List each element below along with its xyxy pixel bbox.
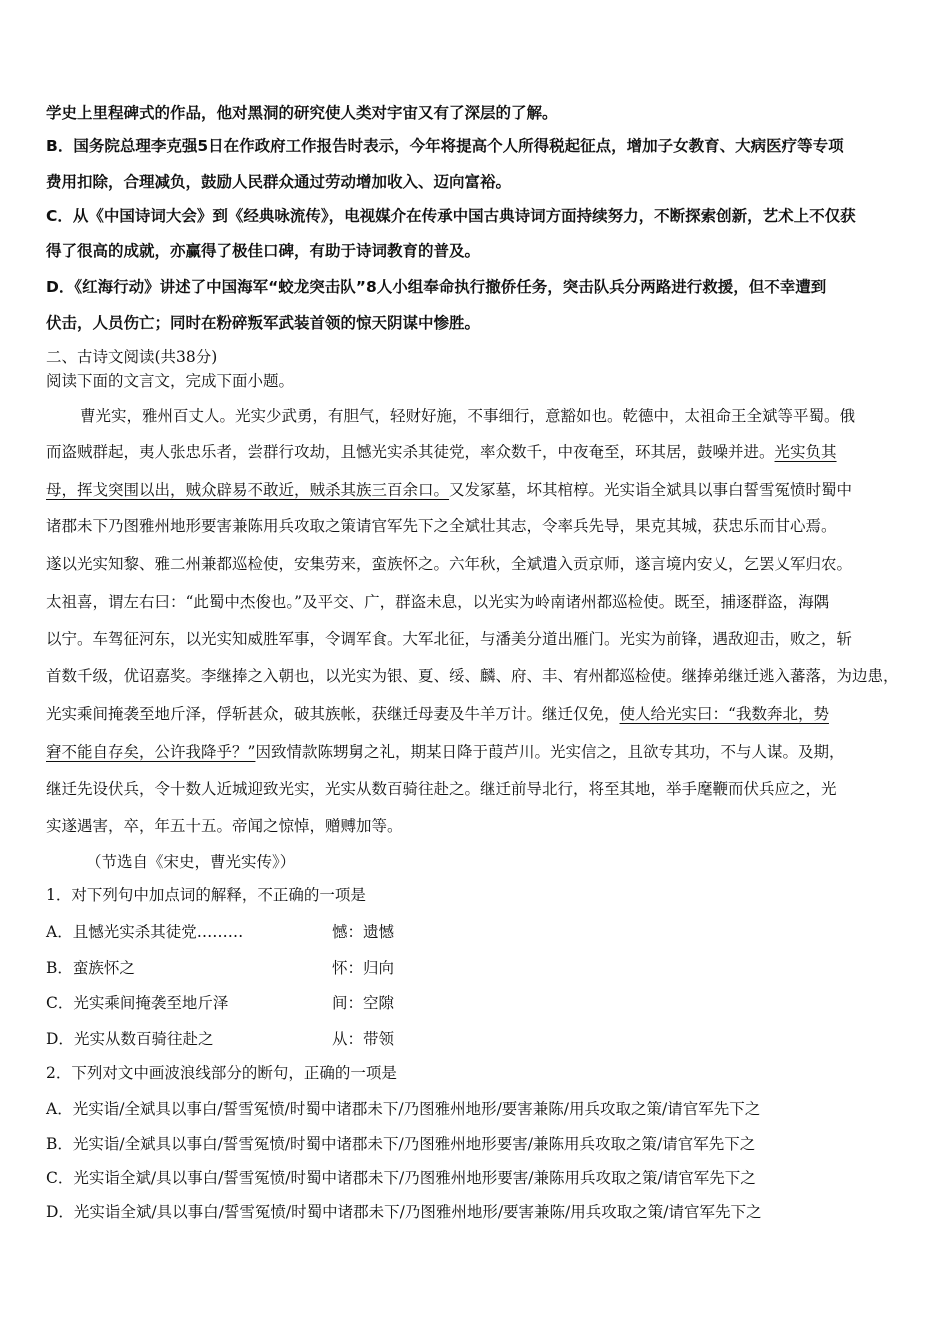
section-heading: 二、古诗文阅读(共38分): [46, 348, 218, 366]
option-gloss: 从：带领: [332, 1030, 395, 1048]
q1-option-b: [46, 956, 906, 978]
underlined-text: 窘不能自存矣，公许我降乎？”: [46, 743, 256, 761]
option-d-line1: D．《红海行动》讲述了中国海军“蛟龙突击队”8人小组奉命执行撤侨任务，突击队兵分两路进行救援，但不幸遭到: [46, 278, 827, 296]
option-a-continuation: 学史上里程碑式的作品，他对黑洞的研究使人类对宇宙又有了深层的了解。: [46, 104, 558, 122]
option-sentence: 光实从数百骑往赴之: [73, 1030, 214, 1048]
passage-line: 诸郡未下乃图雅州地形要害兼陈用兵攻取之策请官军先下之全斌壮其志，令率兵先导，果克其城，获忠乐而甘心焉。: [46, 517, 837, 535]
section-instruction: 阅读下面的文言文，完成下面小题。: [46, 372, 295, 390]
option-b-line1: B．国务院总理李克强5日在作政府工作报告时表示，今年将提高个人所得税起征点，增加子女教育、大病医疗等专项: [46, 137, 844, 155]
option-gloss: 怀：归向: [332, 959, 395, 977]
passage-line: 继迁先设伏兵，令十数人近城迎致光实，光实从数百骑往赴之。继迁前导北行，将至其地，举手麾鞭而伏兵应之，光: [46, 780, 837, 798]
option-sentence: 且憾光实杀其徒党: [72, 923, 197, 941]
passage-line: 太祖喜，谓左右曰：“此蜀中杰俊也。”及平交、广，群盗未息，以光实为岭南诸州都巡检使。既至，捕逐群盗，海隅: [46, 593, 830, 611]
passage-line: 以宁。车驾征河东，以光实知威胜军事，令调军食。大军北征，与潘美分道出雁门。光实为前锋，遇敌迎击，败之，斩: [46, 630, 853, 648]
option-label: B．: [46, 959, 73, 977]
option-label: C．: [46, 994, 74, 1012]
option-label: A．: [46, 923, 73, 941]
q2-option-c: C．光实诣全斌/具以事白/誓雪冤愤/时蜀中诸郡未下/乃图雅州地形要害/兼陈用兵攻取之策/请官军先下之: [46, 1169, 756, 1187]
q1-option-d: [46, 1027, 906, 1049]
passage-text: 因致情款陈甥舅之礼，期某日降于葭芦川。光实信之，且欲专其功，不与人谋。及期，: [255, 743, 845, 761]
passage-line: [46, 703, 829, 725]
question-1-stem: 1．对下列句中加点词的解释，不正确的一项是: [46, 886, 366, 904]
option-d-line2: 伏击，人员伤亡；同时在粉碎叛军武装首领的惊天阴谋中惨胜。: [46, 314, 481, 332]
passage-line: 首数千级，优诏嘉奖。李继捧之入朝也，以光实为银、夏、绥、麟、府、丰、宥州都巡检使。继捧弟继迁逃入蕃落，为边患，: [46, 667, 899, 685]
passage-line: 遂以光实知黎、雅二州兼都巡检使，安集劳来，蛮族怀之。六年秋，全斌遣入贡京师，遂言境内安乂，乞罢乂军归农。: [46, 555, 853, 573]
q2-option-d: D．光实诣全斌/具以事白/誓雪冤愤/时蜀中诸郡未下/乃图雅州地形/要害兼陈/用兵攻取之策/请官军先下之: [46, 1203, 762, 1221]
q1-option-a: [46, 920, 906, 942]
question-2-stem: 2．下列对文中画波浪线部分的断句，正确的一项是: [46, 1064, 397, 1082]
underlined-text: 母，挥戈突围以出，贼众辟易不敢近，贼杀其族三百余口。: [46, 481, 450, 499]
passage-line: [46, 741, 844, 763]
option-b-line2: 费用扣除，合理减负，鼓励人民群众通过劳动增加收入、迈向富裕。: [46, 173, 512, 191]
passage-line: 实遂遇害，卒，年五十五。帝闻之惊悼，赠赙加等。: [46, 817, 403, 835]
passage-text: 而盗贼群起，夷人张忠乐者，尝群行攻劫，且憾光实杀其徒党，率众数千，中夜奄至，环其居，鼓噪并进。: [46, 443, 775, 461]
q1-option-c: [46, 991, 906, 1013]
option-sentence: 光实乘间掩袭至地斤泽: [73, 994, 229, 1012]
underlined-text: 光实负其: [774, 443, 837, 461]
option-gloss: 间：空隙: [332, 994, 395, 1012]
passage-text: 又发冢墓，坏其棺椁。光实诣全斌具以事白誓雪冤愤时蜀中: [449, 481, 853, 499]
option-c-line2: 得了很高的成就，亦赢得了极佳口碑，有助于诗词教育的普及。: [46, 242, 481, 260]
option-sentence: 蛮族怀之: [72, 959, 135, 977]
passage-source: （节选自《宋史，曹光实传》）: [86, 853, 296, 871]
q2-option-a: A．光实诣/全斌具以事白/誓雪冤愤/时蜀中诸郡未下/乃图雅州地形/要害兼陈/用兵攻取之策/请官军先下之: [46, 1100, 761, 1118]
option-c-line1: C．从《中国诗词大会》到《经典咏流传》，电视媒介在传承中国古典诗词方面持续努力，不断探索创新，艺术上不仅获: [46, 207, 856, 225]
option-gloss: 憾：遗憾: [332, 923, 395, 941]
option-label: D．: [46, 1030, 74, 1048]
passage-line: [46, 441, 837, 463]
q2-option-b: B．光实诣/全斌具以事白/誓雪冤愤/时蜀中诸郡未下/乃图雅州地形要害/兼陈用兵攻取之策/请官军先下之: [46, 1135, 756, 1153]
underlined-text: 使人给光实曰：“我数奔北，势: [619, 705, 829, 723]
passage-line: [46, 479, 852, 501]
passage-text: 光实乘间掩袭至地斤泽，俘斩甚众，破其族帐，获继迁母妻及牛羊万计。继迁仅免，: [46, 705, 620, 723]
emphasis-dots: ………: [196, 923, 244, 941]
passage-line: 曹光实，雅州百丈人。光实少武勇，有胆气，轻财好施，不事细行，意豁如也。乾德中，太祖命王全斌等平蜀。俄: [80, 407, 856, 425]
